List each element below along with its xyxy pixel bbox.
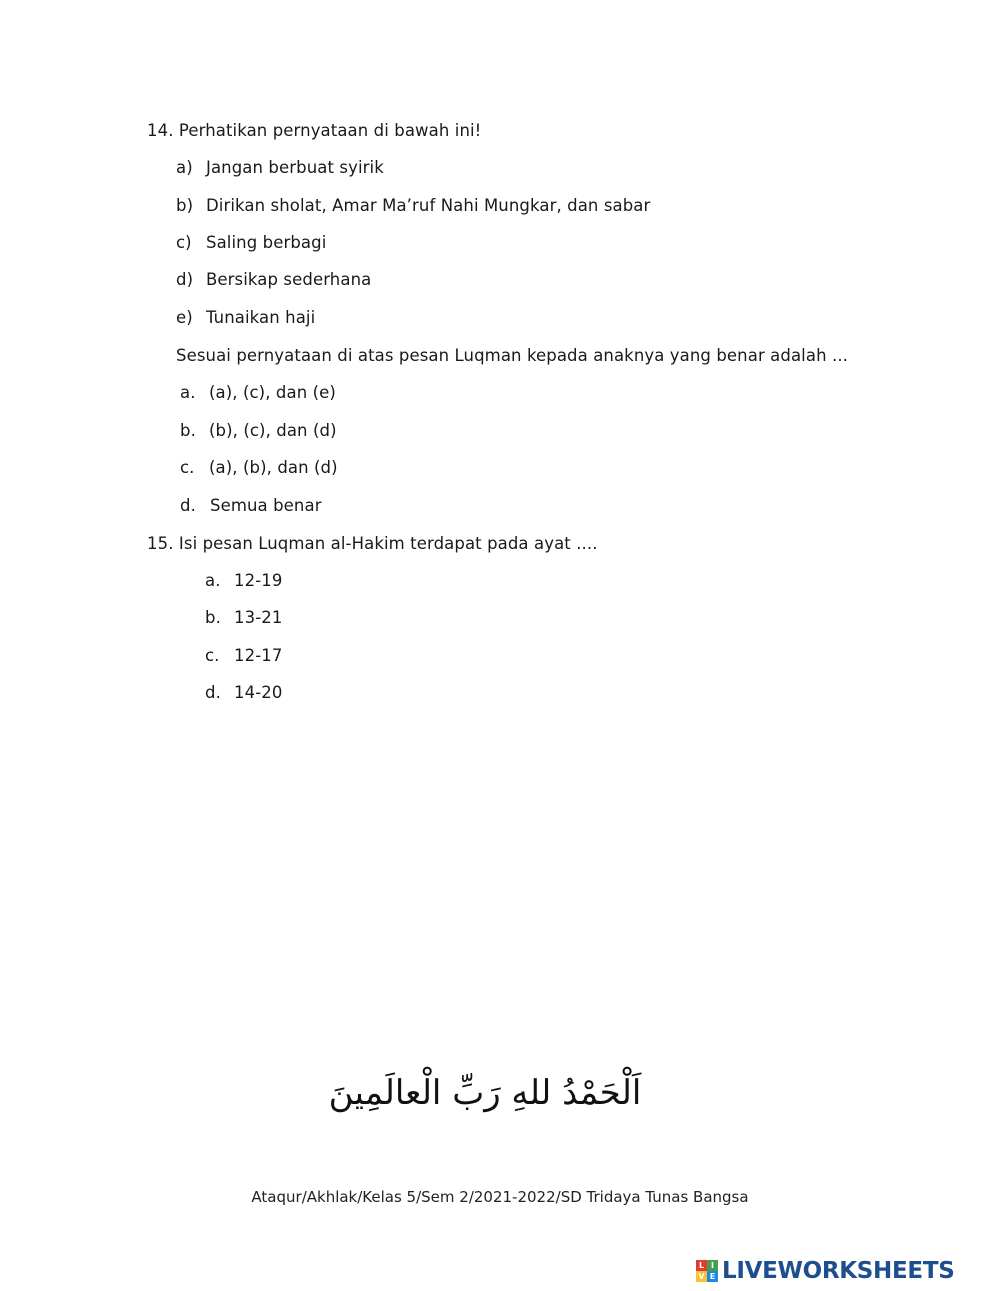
answer-option [180, 421, 337, 441]
statement-text: Bersikap sederhana [206, 270, 372, 289]
liveworksheets-brand[interactable] [696, 1256, 954, 1286]
statement-item [176, 270, 371, 290]
option-text: Semua benar [210, 496, 322, 515]
option-marker: d. [180, 496, 196, 515]
option-text: 12-17 [234, 646, 283, 665]
statement-text: Jangan berbuat syirik [206, 158, 384, 177]
statement-marker: c) [176, 233, 192, 252]
statement-marker: e) [176, 308, 193, 327]
statement-item [176, 196, 650, 216]
option-text: (a), (c), dan (e) [209, 383, 336, 402]
option-marker: c. [205, 646, 220, 665]
document-footer: Ataqur/Akhlak/Kelas 5/Sem 2/2021-2022/SD Tridaya Tunas Bangsa [251, 1188, 749, 1206]
option-text: 12-19 [234, 571, 283, 590]
statement-item [176, 158, 384, 178]
brand-name: LIVEWORKSHEETS [722, 1258, 955, 1284]
answer-option [180, 383, 336, 403]
answer-option [180, 458, 338, 478]
option-text: 13-21 [234, 608, 283, 627]
option-marker: b. [180, 421, 196, 440]
question-text: Isi pesan Luqman al-Hakim terdapat pada ayat .... [178, 534, 598, 553]
logo-letter: E [707, 1271, 718, 1282]
option-marker: a. [180, 383, 196, 402]
liveworksheets-logo-icon [696, 1260, 718, 1282]
answer-option [180, 496, 322, 516]
option-text: (a), (b), dan (d) [209, 458, 338, 477]
prompt-text: Sesuai pernyataan di atas pesan Luqman kepada anaknya yang benar adalah ... [176, 346, 849, 365]
question-15 [147, 534, 598, 554]
question-number: 14. [147, 121, 174, 140]
option-marker: b. [205, 608, 221, 627]
answer-option [205, 608, 282, 628]
statement-item [176, 308, 315, 328]
option-marker: c. [180, 458, 195, 477]
answer-option [205, 683, 282, 703]
logo-letter: I [707, 1260, 718, 1271]
question-prompt [176, 346, 848, 366]
question-14 [147, 121, 481, 141]
option-marker: d. [205, 683, 221, 702]
answer-option [205, 646, 282, 666]
option-text: 14-20 [234, 683, 283, 702]
logo-letter: V [696, 1271, 707, 1282]
question-text: Perhatikan pernyataan di bawah ini! [178, 121, 482, 140]
statement-marker: d) [176, 270, 194, 289]
statement-text: Tunaikan haji [206, 308, 316, 327]
statement-marker: a) [176, 158, 193, 177]
question-number: 15. [147, 534, 174, 553]
option-text: (b), (c), dan (d) [209, 421, 337, 440]
statement-text: Saling berbagi [206, 233, 327, 252]
statement-text: Dirikan sholat, Amar Ma’ruf Nahi Mungkar, dan sabar [206, 196, 651, 215]
statement-marker: b) [176, 196, 194, 215]
closing-arabic-phrase: اَلْحَمْدُ للهِ رَبِّ الْعالَمِينَ [328, 1073, 642, 1113]
option-marker: a. [205, 571, 221, 590]
answer-option [205, 571, 282, 591]
statement-item [176, 233, 326, 253]
logo-letter: L [696, 1260, 707, 1271]
